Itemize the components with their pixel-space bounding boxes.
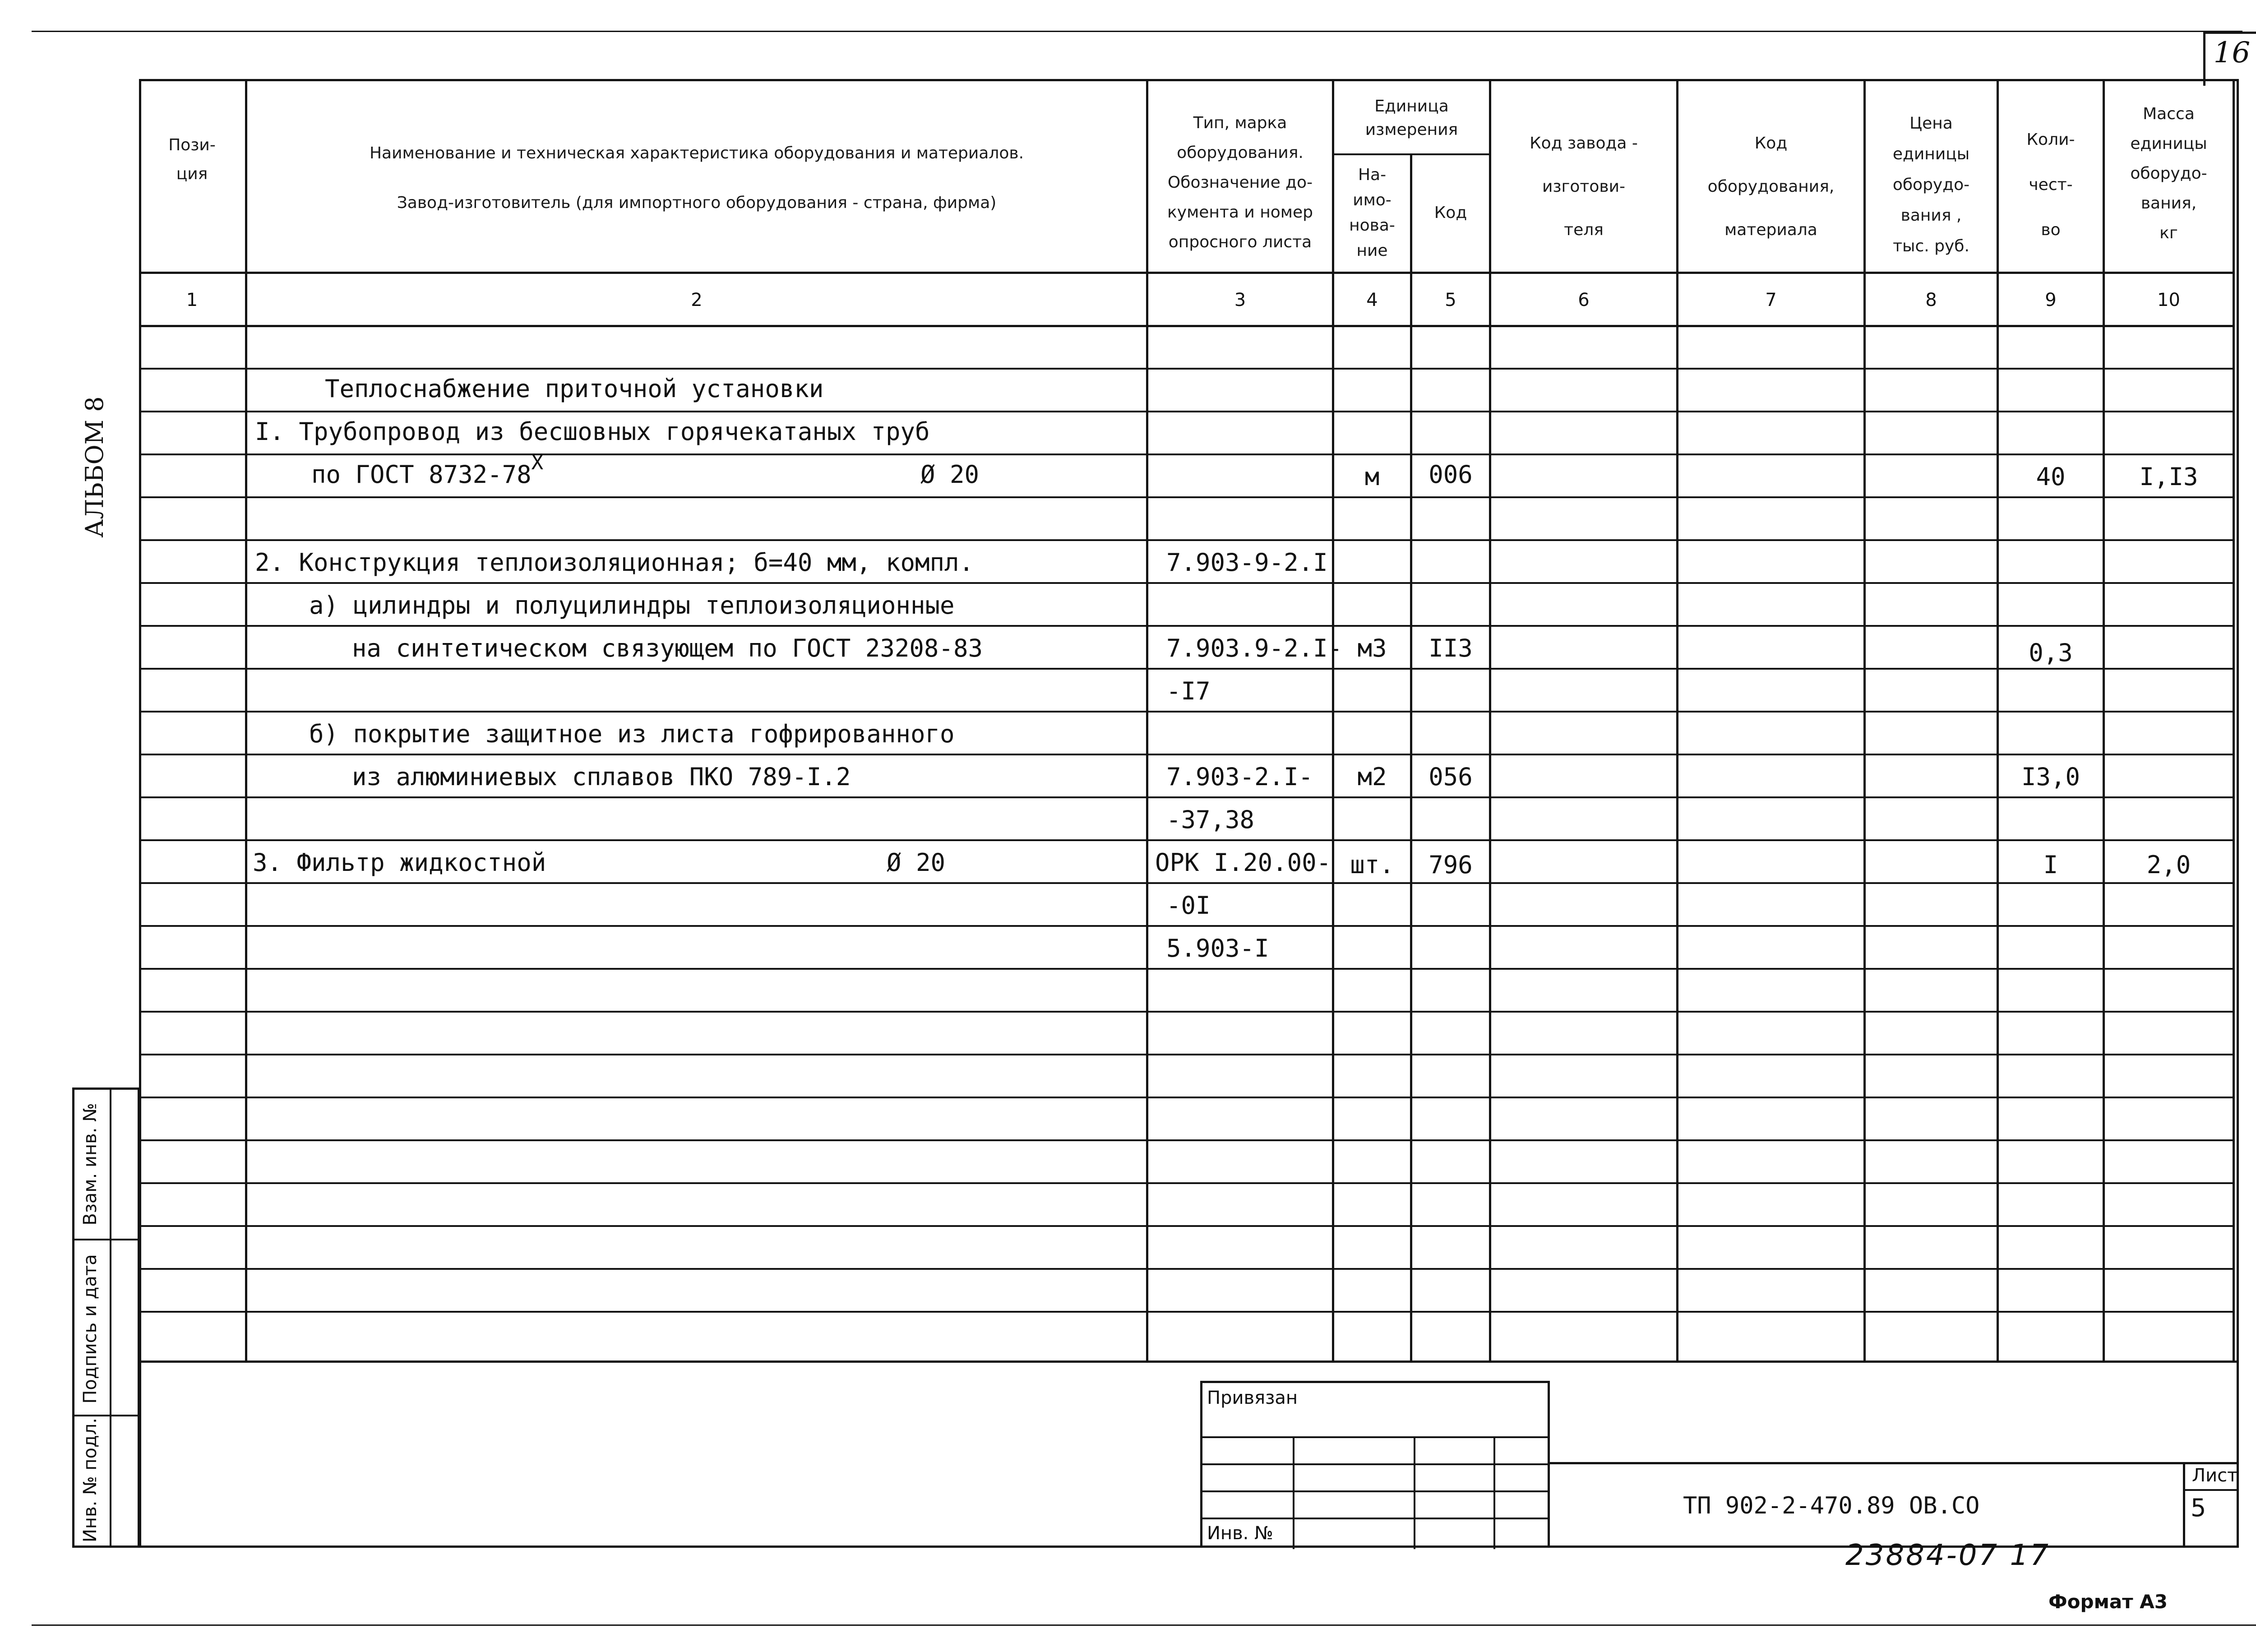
col-number-3: 3 [1234, 290, 1246, 310]
row-code: II3 [1428, 634, 1473, 662]
row-code: 796 [1428, 851, 1473, 879]
row-type: 7.903-9-2.I [1166, 548, 1328, 577]
header-position: Пози- ция [168, 136, 216, 183]
row-name: Теплоснабжение приточной установки [325, 375, 824, 403]
header-type: Тип, марка оборудования. Обозначение до- кумента и номер опросного листа [1167, 114, 1313, 251]
col-number-4: 4 [1366, 290, 1378, 310]
sheet-corner-number: 16 [2213, 36, 2251, 69]
col-number-2: 2 [691, 290, 703, 310]
row-type: 5.903-I [1166, 934, 1269, 963]
col-number-5: 5 [1445, 290, 1456, 310]
row-name: 2. Конструкция теплоизоляционная; б=40 мм, компл. [255, 548, 974, 577]
row-code: 056 [1428, 763, 1473, 791]
col-number-1: 1 [186, 290, 198, 310]
row-type: -37,38 [1166, 805, 1255, 834]
header-equipment-code: Код оборудования, материала [1707, 134, 1835, 239]
row-mass: 2,0 [2146, 851, 2191, 879]
row-type: 7.903-2.I- [1166, 763, 1313, 791]
stamp-podpis-data: Подпись и дата [80, 1254, 101, 1404]
row-name: а) цилиндры и полуцилиндры теплоизоляционные [309, 591, 955, 620]
row-diameter: Ø 20 [887, 848, 946, 877]
list-number: 5 [2191, 1494, 2206, 1522]
header-unit-code: Код [1434, 204, 1467, 222]
header-name: Наименование и техническая характеристика оборудования и материалов. Завод-изготовитель (для импортного оборудования - страна, фирма) [369, 144, 1024, 212]
header-unit-group: Единица измерения [1365, 97, 1458, 139]
row-mass: I,I3 [2139, 463, 2198, 491]
inv-no-label: Инв. № [1207, 1523, 1273, 1544]
document-code: ТП 902-2-470.89 ОВ.СО [1683, 1492, 1980, 1519]
stamp-vzam-inv: Взам. инв. № [80, 1103, 101, 1226]
row-quantity: I [2043, 851, 2058, 879]
row-type: 7.903.9-2.I- [1166, 634, 1343, 662]
row-unit: м2 [1357, 763, 1387, 791]
header-quantity: Коли- чест- во [2026, 130, 2075, 239]
row-unit: м [1364, 463, 1380, 491]
row-name: 3. Фильтр жидкостной [253, 848, 546, 877]
row-name: на синтетическом связующем по ГОСТ 23208-83 [352, 634, 983, 662]
header-factory-code: Код завода - изготови- теля [1530, 134, 1638, 239]
header-unit-price: Цена единицы оборудо- вания , тыс. руб. [1892, 114, 1970, 255]
album-label: АЛЬБОМ 8 [80, 396, 109, 538]
row-quantity: 0,3 [2029, 639, 2073, 667]
format-label: Формат А3 [2048, 1591, 2168, 1613]
row-name: по ГОСТ $8732-78^X$ [311, 451, 544, 489]
row-quantity: I3,0 [2021, 763, 2080, 791]
row-code: 006 [1428, 460, 1473, 489]
header-unit-mass: Масса единицы оборудо- вания, кг [2130, 105, 2207, 242]
row-unit: шт. [1350, 851, 1394, 879]
row-name: из алюминиевых сплавов ПКО 789-I.2 [352, 763, 851, 791]
title-block-privyazan [1200, 1381, 1550, 1548]
row-diameter: Ø 20 [920, 460, 980, 489]
row-type: ОРК I.20.00- [1155, 848, 1331, 877]
row-name: I. Трубопровод из бесшовных горячекатаных труб [255, 417, 930, 446]
list-label: Лист [2192, 1465, 2238, 1486]
stamp-inv-podl: Инв. № подл. [80, 1418, 101, 1542]
header-unit-name: На- имо- нова- ние [1349, 166, 1395, 260]
row-name: б) покрытие защитное из листа гофрированного [309, 720, 955, 748]
row-type: -I7 [1166, 677, 1211, 705]
row-unit: м3 [1357, 634, 1387, 662]
row-type: -0I [1166, 891, 1211, 920]
col-number-8: 8 [1925, 290, 1937, 310]
col-number-6: 6 [1578, 290, 1590, 310]
col-number-9: 9 [2045, 290, 2057, 310]
side-stamp [72, 1087, 140, 1548]
handwritten-number: 23884-07 17 [1845, 1539, 2050, 1572]
col-number-10: 10 [2157, 290, 2180, 310]
privyazan-label: Привязан [1207, 1388, 1298, 1408]
col-number-7: 7 [1765, 290, 1777, 310]
row-quantity: 40 [2036, 463, 2066, 491]
